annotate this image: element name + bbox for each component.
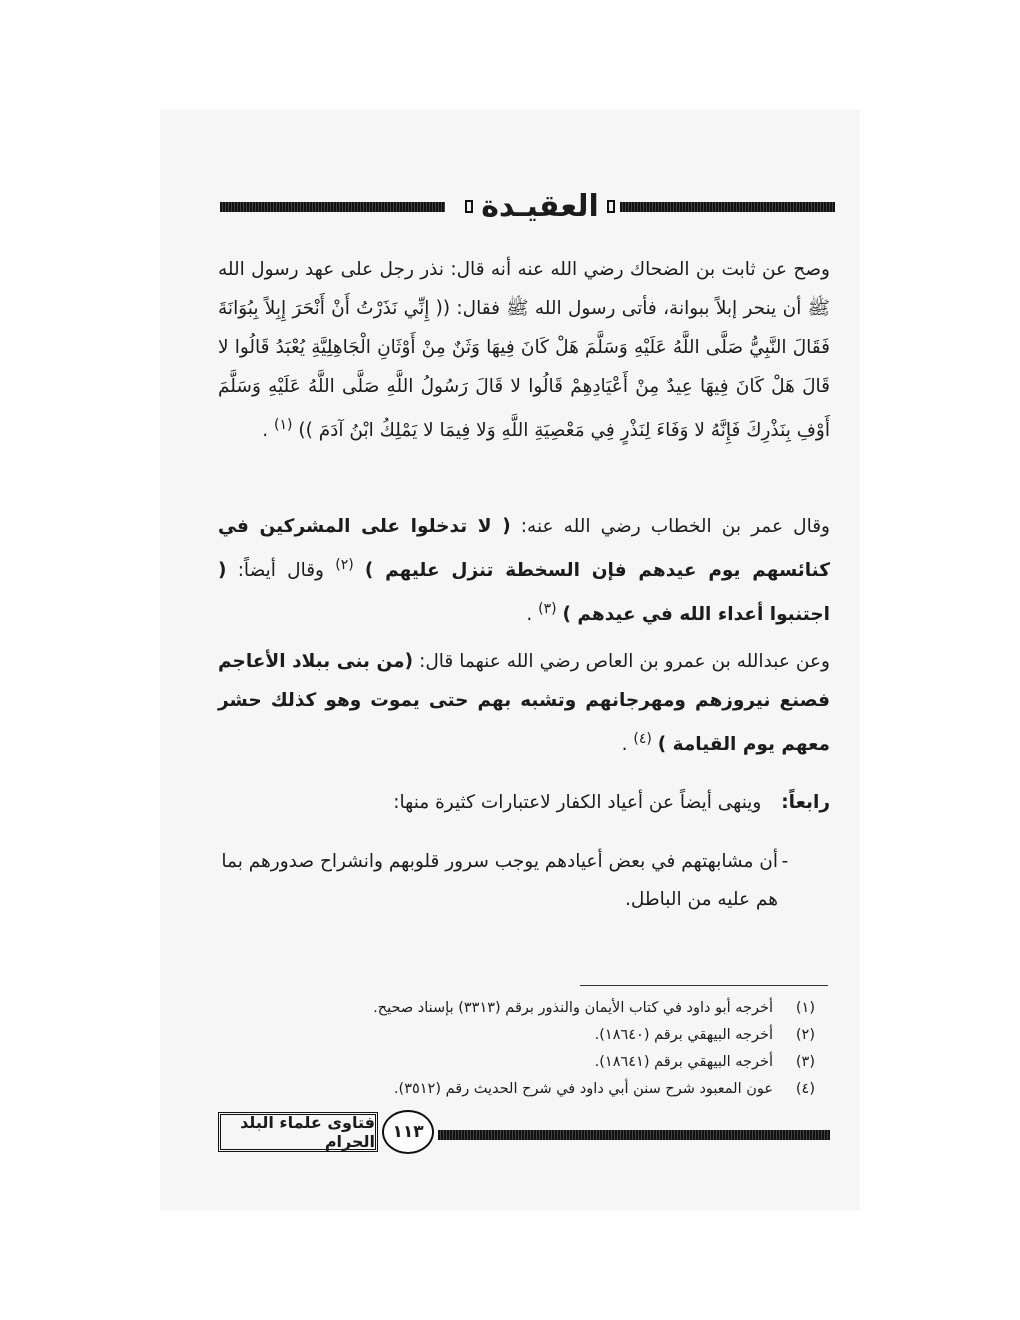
footnote <box>300 1049 815 1076</box>
footnote-divider <box>580 985 828 986</box>
paragraph-text: وينهى أيضاً عن أعياد الكفار لاعتبارات كثيرة منها: <box>393 792 762 813</box>
paragraph-umar <box>218 507 830 634</box>
footnote-ref: (٤) <box>633 731 652 747</box>
paragraph-end: . <box>526 604 533 626</box>
footnote <box>300 1022 815 1049</box>
footnote-ref: (٢) <box>335 557 354 573</box>
paragraph-lead: وقال عمر بن الخطاب رضي الله عنه: <box>520 516 830 537</box>
footnote-text: أخرجه البيهقي برقم (١٨٦٤٠). <box>594 1027 773 1043</box>
paragraph-end: . <box>621 734 628 756</box>
footnote <box>300 995 815 1022</box>
paragraph-fourth <box>218 785 830 821</box>
paragraph-thabit <box>218 250 830 450</box>
quote-text: (من بنى ببلاد الأعاجم فصنع نيروزهم ومهرجانهم وتشبه بهم حتى يموت وهو كذلك حشر معهم يوم القيامة ) <box>218 651 830 756</box>
bullet-item: أن مشابهتهم في بعض أعيادهم يوجب سرور قلوبهم وانشراح صدورهم بما هم عليه من الباطل. <box>221 851 778 910</box>
header-rule-right <box>620 202 835 212</box>
paragraph-abdullah <box>218 642 830 764</box>
footnote-text: عون المعبود شرح سنن أبي داود في شرح الحديث رقم (٣٥١٢). <box>393 1081 773 1097</box>
footnote-number: (١) <box>795 1000 815 1016</box>
footer-rule <box>438 1130 830 1140</box>
book-title: فتاوى علماء البلد الحرام <box>218 1112 378 1152</box>
footnotes-list <box>300 995 815 1103</box>
footnote-number: (٤) <box>795 1081 815 1097</box>
footnote-text: أخرجه البيهقي برقم (١٨٦٤١). <box>594 1054 773 1070</box>
square-ornament-icon <box>465 200 473 213</box>
footnote-number: (٣) <box>795 1054 815 1070</box>
section-title: العقيـدة <box>481 188 599 224</box>
footnote-ref: (٣) <box>538 601 557 618</box>
footnote-number: (٢) <box>795 1027 815 1043</box>
section-label: رابعاً: <box>781 792 830 813</box>
bullet-dash: - <box>781 851 789 872</box>
paragraph-text: وصح عن ثابت بن الضحاك رضي الله عنه أنه قال: نذر رجل على عهد رسول الله ﷺ أن ينحر إبلاً ببوانة، فأتى رسول الله ﷺ فقال: (( إِنِّي نَذَرْتُ أَنْ أَنْحَرَ إِبِلاً بِبُوَانَةَ فَقَالَ النَّبِيُّ صَلَّى اللَّهُ عَلَيْهِ وَسَلَّمَ هَلْ كَانَ فِيهَا وَثَنٌ مِنْ أَوْثَانِ الْجَاهِلِيَّةِ يُعْبَدُ قَالُوا لا قَالَ هَلْ كَانَ فِيهَا عِيدٌ مِنْ أَعْيَادِهِمْ قَالُوا لا قَالَ رَسُولُ اللَّهِ صَلَّى اللَّهُ عَلَيْهِ وَسَلَّمَ أَوْفِ بِنَذْرِكَ فَإِنَّهُ لا وَفَاءَ لِنَذْرٍ فِي مَعْصِيَةِ اللَّهِ وَلا فِيمَا لا يَمْلِكُ ابْنُ آدَمَ )) <box>218 259 830 442</box>
header-rule-left <box>220 202 445 212</box>
quote-text: ( اجتنبوا أعداء الله في عيدهم ) <box>218 560 830 626</box>
paragraph-lead: وعن عبدالله بن عمرو بن العاص رضي الله عنهما قال: <box>419 651 830 672</box>
header-title-group <box>465 184 615 228</box>
footnote-ref: (١) <box>274 417 293 433</box>
footnote <box>300 1076 815 1103</box>
page-footer <box>218 1110 830 1158</box>
quote-text: ( لا تدخلوا على المشركين في كنائسهم يوم عيدهم فإن السخطة تنزل عليهم ) <box>218 516 830 582</box>
square-ornament-icon <box>607 200 615 213</box>
footnote-text: أخرجه أبو داود في كتاب الأيمان والنذور برقم (٣٣١٣) بإسناد صحيح. <box>373 1000 773 1016</box>
paragraph-end: . <box>262 420 269 442</box>
paragraph-mid: وقال أيضاً: <box>237 560 324 582</box>
page-number: ١١٣ <box>382 1110 434 1154</box>
page-header <box>220 180 835 232</box>
